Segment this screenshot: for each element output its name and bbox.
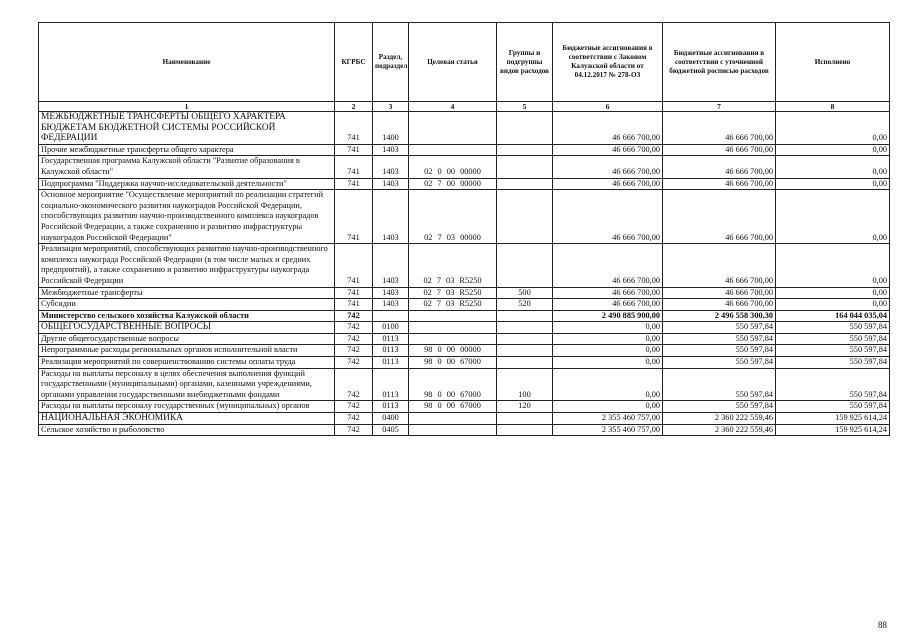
- cell-kgrbs: 742: [335, 310, 373, 322]
- cell-name: Основное мероприятие "Осуществление мероприятий по реализации стратегий социально-экономического развития наукоградов Российской Федерации, способствующих развитию научно-производственного комплекса наукоградов Российской Федерации, а также сохранению и развитию инфраструктуры наукоградов Российской Федерации": [39, 190, 335, 244]
- cell-law-allocation: 46 666 700,00: [553, 178, 663, 190]
- cell-kgrbs: 741: [335, 112, 373, 145]
- cell-refined-allocation: 2 496 558 300,30: [663, 310, 776, 322]
- table-row: [39, 156, 890, 178]
- cell-section: 0100: [373, 322, 409, 334]
- column-number: 1: [39, 102, 335, 112]
- cell-executed: 159 925 614,24: [776, 424, 890, 436]
- cell-target: 02 7 03 R5250: [409, 244, 497, 287]
- cell-section: 0405: [373, 424, 409, 436]
- cell-target: [409, 310, 497, 322]
- cell-law-allocation: 46 666 700,00: [553, 190, 663, 244]
- column-number: 3: [373, 102, 409, 112]
- cell-name: ОБЩЕГОСУДАРСТВЕННЫЕ ВОПРОСЫ: [39, 322, 335, 334]
- table-row: [39, 357, 890, 369]
- cell-group: [497, 156, 553, 178]
- cell-section: 1403: [373, 178, 409, 190]
- cell-name: Министерство сельского хозяйства Калужской области: [39, 310, 335, 322]
- table-row: [39, 178, 890, 190]
- cell-target: 02 0 00 00000: [409, 156, 497, 178]
- cell-group: [497, 310, 553, 322]
- cell-kgrbs: 742: [335, 333, 373, 345]
- cell-section: 1403: [373, 287, 409, 299]
- cell-kgrbs: 742: [335, 368, 373, 401]
- cell-name: Прочие межбюджетные трансферты общего характера: [39, 144, 335, 156]
- budget-execution-table: [38, 22, 890, 436]
- cell-refined-allocation: 46 666 700,00: [663, 190, 776, 244]
- cell-kgrbs: 742: [335, 413, 373, 425]
- cell-refined-allocation: 2 360 222 559,46: [663, 424, 776, 436]
- cell-target: 98 0 00 67000: [409, 368, 497, 401]
- cell-name: МЕЖБЮДЖЕТНЫЕ ТРАНСФЕРТЫ ОБЩЕГО ХАРАКТЕРА БЮДЖЕТАМ БЮДЖЕТНОЙ СИСТЕМЫ РОССИЙСКОЙ ФЕДЕРАЦИИ: [39, 112, 335, 145]
- cell-target: 02 7 03 R5250: [409, 287, 497, 299]
- cell-executed: 0,00: [776, 190, 890, 244]
- cell-group: [497, 144, 553, 156]
- cell-group: [497, 357, 553, 369]
- header-section: Раздел, подраздел: [373, 23, 409, 102]
- cell-executed: 0,00: [776, 144, 890, 156]
- cell-group: 100: [497, 368, 553, 401]
- header-refined-allocations: Бюджетные ассигнования в соответствии с уточненной бюджетной росписью расходов: [663, 23, 776, 102]
- cell-group: 120: [497, 401, 553, 413]
- cell-executed: 0,00: [776, 287, 890, 299]
- cell-law-allocation: 0,00: [553, 322, 663, 334]
- cell-kgrbs: 742: [335, 401, 373, 413]
- header-executed: Исполнено: [776, 23, 890, 102]
- cell-law-allocation: 0,00: [553, 345, 663, 357]
- header-name: Наименование: [39, 23, 335, 102]
- cell-law-allocation: 0,00: [553, 333, 663, 345]
- column-number: 4: [409, 102, 497, 112]
- cell-name: Сельское хозяйство и рыболовство: [39, 424, 335, 436]
- table-row: [39, 322, 890, 334]
- cell-refined-allocation: 550 597,84: [663, 401, 776, 413]
- cell-section: 0113: [373, 401, 409, 413]
- cell-refined-allocation: 46 666 700,00: [663, 244, 776, 287]
- cell-name: Государственная программа Калужской области "Развитие образования в Калужской области": [39, 156, 335, 178]
- cell-group: [497, 178, 553, 190]
- cell-group: [497, 413, 553, 425]
- cell-section: 0113: [373, 368, 409, 401]
- cell-executed: 550 597,84: [776, 401, 890, 413]
- cell-executed: 159 925 614,24: [776, 413, 890, 425]
- cell-refined-allocation: 550 597,84: [663, 357, 776, 369]
- header-law-allocations: Бюджетные ассигнования в соответствии с Законом Калужской области от 04.12.2017 № 278-ОЗ: [553, 23, 663, 102]
- cell-target: 98 0 00 00000: [409, 345, 497, 357]
- cell-target: [409, 333, 497, 345]
- cell-section: 1403: [373, 144, 409, 156]
- cell-law-allocation: 2 355 460 757,00: [553, 413, 663, 425]
- table-row: [39, 413, 890, 425]
- cell-executed: 550 597,84: [776, 368, 890, 401]
- cell-refined-allocation: 550 597,84: [663, 322, 776, 334]
- cell-section: 0113: [373, 333, 409, 345]
- cell-kgrbs: 742: [335, 322, 373, 334]
- cell-kgrbs: 741: [335, 287, 373, 299]
- cell-target: [409, 322, 497, 334]
- table-row: [39, 287, 890, 299]
- column-number-row: [39, 102, 890, 112]
- cell-kgrbs: 741: [335, 178, 373, 190]
- header-group: Группы и подгруппы видов расходов: [497, 23, 553, 102]
- cell-section: 0113: [373, 345, 409, 357]
- cell-target: [409, 112, 497, 145]
- cell-law-allocation: 2 355 460 757,00: [553, 424, 663, 436]
- cell-name: Межбюджетные трансферты: [39, 287, 335, 299]
- column-number: 5: [497, 102, 553, 112]
- cell-law-allocation: 0,00: [553, 368, 663, 401]
- cell-kgrbs: 741: [335, 244, 373, 287]
- cell-name: Реализация мероприятий по совершенствованию системы оплаты труда: [39, 357, 335, 369]
- cell-target: 02 7 00 00000: [409, 178, 497, 190]
- cell-law-allocation: 0,00: [553, 357, 663, 369]
- cell-name: Другие общегосударственные вопросы: [39, 333, 335, 345]
- cell-target: 98 0 00 67000: [409, 401, 497, 413]
- cell-group: [497, 333, 553, 345]
- cell-section: 1403: [373, 190, 409, 244]
- cell-group: 520: [497, 299, 553, 311]
- cell-refined-allocation: 46 666 700,00: [663, 178, 776, 190]
- cell-executed: 0,00: [776, 299, 890, 311]
- cell-group: 500: [497, 287, 553, 299]
- cell-target: 98 0 00 67000: [409, 357, 497, 369]
- cell-executed: 0,00: [776, 244, 890, 287]
- header-target: Целевая статья: [409, 23, 497, 102]
- cell-name: Субсидии: [39, 299, 335, 311]
- cell-executed: 0,00: [776, 112, 890, 145]
- cell-target: [409, 413, 497, 425]
- cell-refined-allocation: 46 666 700,00: [663, 112, 776, 145]
- cell-law-allocation: 46 666 700,00: [553, 156, 663, 178]
- column-number: 8: [776, 102, 890, 112]
- cell-group: [497, 345, 553, 357]
- column-number: 7: [663, 102, 776, 112]
- cell-law-allocation: 46 666 700,00: [553, 244, 663, 287]
- cell-name: Реализация мероприятий, способствующих развитию научно-производственного комплекса наукограда Российской Федерации (в том числе малых и средних предприятий), а также сохранению и развитию инфраструктуры наукограда Российской Федерации: [39, 244, 335, 287]
- cell-target: [409, 424, 497, 436]
- cell-refined-allocation: 46 666 700,00: [663, 156, 776, 178]
- cell-section: [373, 310, 409, 322]
- cell-law-allocation: 2 490 885 900,00: [553, 310, 663, 322]
- cell-name: Непрограммные расходы региональных органов исполнительной власти: [39, 345, 335, 357]
- cell-group: [497, 190, 553, 244]
- cell-refined-allocation: 550 597,84: [663, 345, 776, 357]
- table-row: [39, 401, 890, 413]
- cell-name: Подпрограмма "Поддержка научно-исследовательской деятельности": [39, 178, 335, 190]
- cell-kgrbs: 741: [335, 156, 373, 178]
- cell-kgrbs: 741: [335, 299, 373, 311]
- cell-executed: 550 597,84: [776, 322, 890, 334]
- table-row: [39, 368, 890, 401]
- cell-executed: 164 044 035,04: [776, 310, 890, 322]
- table-row: [39, 299, 890, 311]
- table-row: [39, 144, 890, 156]
- cell-section: 1403: [373, 156, 409, 178]
- cell-target: 02 7 03 R5250: [409, 299, 497, 311]
- table-row: [39, 112, 890, 145]
- cell-kgrbs: 742: [335, 424, 373, 436]
- cell-section: 1403: [373, 299, 409, 311]
- cell-law-allocation: 46 666 700,00: [553, 287, 663, 299]
- cell-section: 0113: [373, 357, 409, 369]
- cell-kgrbs: 741: [335, 144, 373, 156]
- cell-law-allocation: 0,00: [553, 401, 663, 413]
- cell-executed: 550 597,84: [776, 357, 890, 369]
- cell-law-allocation: 46 666 700,00: [553, 144, 663, 156]
- cell-group: [497, 424, 553, 436]
- cell-refined-allocation: 550 597,84: [663, 333, 776, 345]
- cell-refined-allocation: 46 666 700,00: [663, 299, 776, 311]
- cell-refined-allocation: 46 666 700,00: [663, 144, 776, 156]
- table-row: [39, 190, 890, 244]
- cell-executed: 550 597,84: [776, 333, 890, 345]
- cell-target: [409, 144, 497, 156]
- cell-law-allocation: 46 666 700,00: [553, 299, 663, 311]
- header-row: [39, 23, 890, 102]
- cell-section: 1400: [373, 112, 409, 145]
- cell-name: Расходы на выплаты персоналу государственных (муниципальных) органов: [39, 401, 335, 413]
- cell-refined-allocation: 46 666 700,00: [663, 287, 776, 299]
- cell-kgrbs: 742: [335, 345, 373, 357]
- table-row: [39, 244, 890, 287]
- cell-executed: 550 597,84: [776, 345, 890, 357]
- cell-name: Расходы на выплаты персоналу в целях обеспечения выполнения функций государственными (муниципальными) органами, казенными учреждениями, органами управления государственными внебюджетными фондами: [39, 368, 335, 401]
- cell-section: 0400: [373, 413, 409, 425]
- page-number: 88: [878, 620, 887, 630]
- column-number: 2: [335, 102, 373, 112]
- cell-executed: 0,00: [776, 178, 890, 190]
- table-row: [39, 345, 890, 357]
- cell-refined-allocation: 550 597,84: [663, 368, 776, 401]
- cell-executed: 0,00: [776, 156, 890, 178]
- cell-group: [497, 244, 553, 287]
- cell-name: НАЦИОНАЛЬНАЯ ЭКОНОМИКА: [39, 413, 335, 425]
- cell-kgrbs: 741: [335, 190, 373, 244]
- cell-group: [497, 322, 553, 334]
- cell-section: 1403: [373, 244, 409, 287]
- column-number: 6: [553, 102, 663, 112]
- cell-group: [497, 112, 553, 145]
- table-row: [39, 310, 890, 322]
- cell-refined-allocation: 2 360 222 559,46: [663, 413, 776, 425]
- cell-kgrbs: 742: [335, 357, 373, 369]
- header-kgrbs: КГРБС: [335, 23, 373, 102]
- cell-target: 02 7 03 00000: [409, 190, 497, 244]
- table-row: [39, 424, 890, 436]
- table-row: [39, 333, 890, 345]
- cell-law-allocation: 46 666 700,00: [553, 112, 663, 145]
